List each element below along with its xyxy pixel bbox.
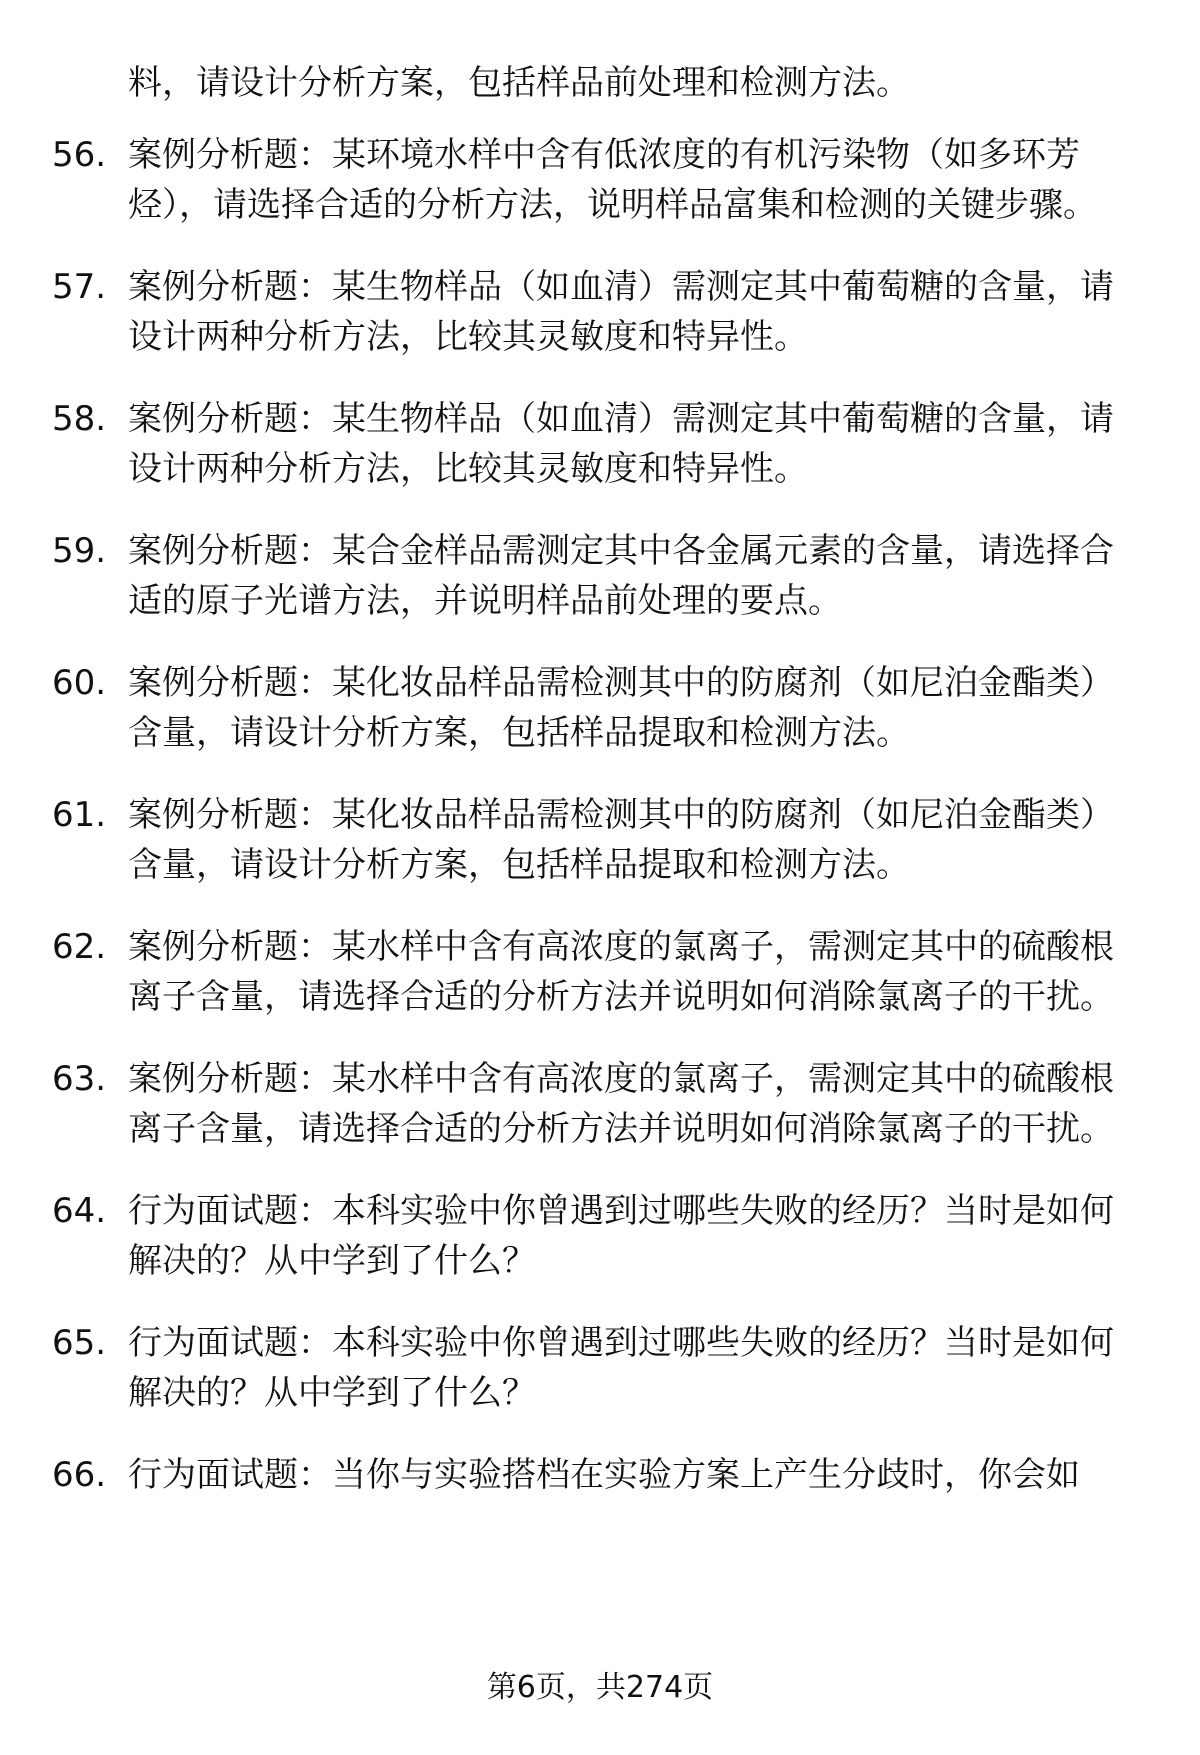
question-text: 案例分析题：某水样中含有高浓度的氯离子，需测定其中的硫酸根离子含量，请选择合适的分析方法并说明如何消除氯离子的干扰。 — [128, 1059, 1114, 1149]
question-number: 65. — [52, 1323, 107, 1363]
question-number: 56. — [52, 135, 107, 175]
question-number: 63. — [52, 1059, 107, 1099]
question-text: 案例分析题：某化妆品样品需检测其中的防腐剂（如尼泊金酯类）含量，请设计分析方案，包括样品提取和检测方法。 — [128, 663, 1114, 753]
question-text: 行为面试题：本科实验中你曾遇到过哪些失败的经历？当时是如何解决的？从中学到了什么？ — [128, 1323, 1114, 1413]
question-item — [52, 526, 1152, 626]
question-number: 60. — [52, 663, 107, 703]
question-text: 案例分析题：某化妆品样品需检测其中的防腐剂（如尼泊金酯类）含量，请设计分析方案，包括样品提取和检测方法。 — [128, 795, 1114, 885]
question-item — [52, 1450, 1152, 1500]
question-text: 案例分析题：某水样中含有高浓度的氯离子，需测定其中的硫酸根离子含量，请选择合适的分析方法并说明如何消除氯离子的干扰。 — [128, 927, 1114, 1017]
question-text: 案例分析题：某环境水样中含有低浓度的有机污染物（如多环芳烃），请选择合适的分析方法，说明样品富集和检测的关键步骤。 — [128, 135, 1097, 225]
question-number: 61. — [52, 795, 107, 835]
question-item — [52, 658, 1152, 758]
question-item — [52, 790, 1152, 890]
question-text: 案例分析题：某合金样品需测定其中各金属元素的含量，请选择合适的原子光谱方法，并说明样品前处理的要点。 — [128, 531, 1114, 621]
question-text: 行为面试题：当你与实验搭档在实验方案上产生分歧时，你会如 — [128, 1455, 1080, 1495]
question-item — [52, 1186, 1152, 1286]
question-item — [52, 394, 1152, 494]
question-item — [52, 1054, 1152, 1154]
question-number: 62. — [52, 927, 107, 967]
question-text: 案例分析题：某生物样品（如血清）需测定其中葡萄糖的含量，请设计两种分析方法，比较其灵敏度和特异性。 — [128, 399, 1114, 489]
question-item — [52, 1318, 1152, 1418]
question-number: 64. — [52, 1191, 107, 1231]
question-number: 59. — [52, 531, 107, 571]
question-number: 66. — [52, 1455, 107, 1495]
question-item — [52, 262, 1152, 362]
page-number-footer: 第6页，共274页 — [486, 1670, 714, 1705]
question-item — [52, 130, 1152, 230]
question-list — [52, 130, 1152, 1532]
question-number: 57. — [52, 267, 107, 307]
continuation-text: 料，请设计分析方案，包括样品前处理和检测方法。 — [128, 63, 910, 103]
question-item — [52, 922, 1152, 1022]
question-text: 案例分析题：某生物样品（如血清）需测定其中葡萄糖的含量，请设计两种分析方法，比较其灵敏度和特异性。 — [128, 267, 1114, 357]
question-number: 58. — [52, 399, 107, 439]
question-text: 行为面试题：本科实验中你曾遇到过哪些失败的经历？当时是如何解决的？从中学到了什么？ — [128, 1191, 1114, 1281]
